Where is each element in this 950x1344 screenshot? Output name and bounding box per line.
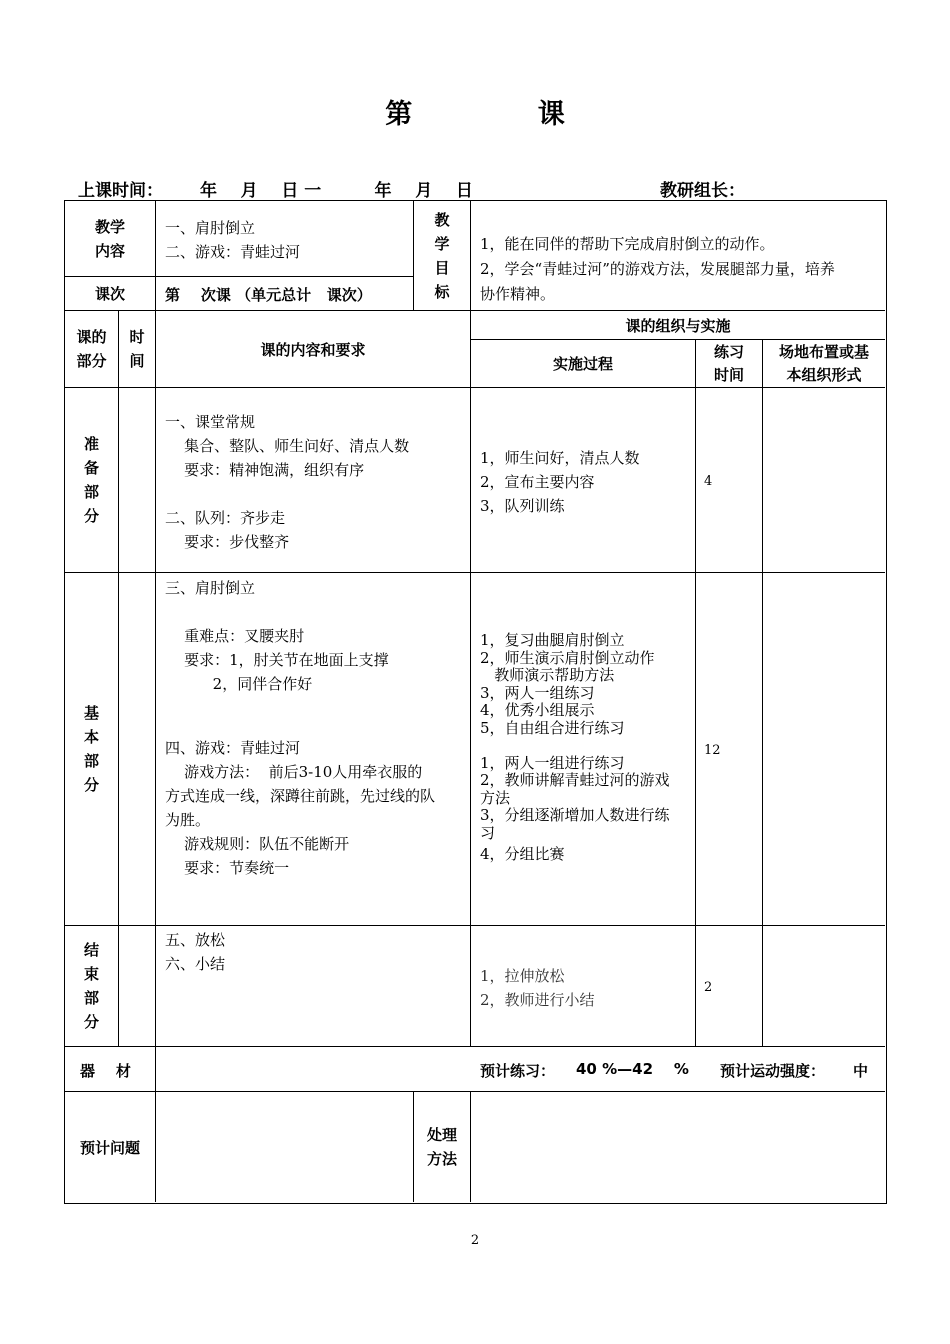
- col-practice-time: 练习 时间: [713, 342, 744, 384]
- section-basic-content-a: 三、肩肘倒立 重难点：叉腰夹肘 要求：1，肘关节在地面上支撑 2，同伴合作好: [165, 579, 389, 693]
- section-end-practice-time: 2: [704, 980, 713, 995]
- section-end-label: 结 束 部 分: [83, 941, 99, 1031]
- teaching-content-list: 一、肩肘倒立 二、游戏：青蛙过河: [165, 219, 301, 261]
- section-end-content: 五、放松 六、小结: [165, 931, 226, 973]
- equipment-label: 器 材: [80, 1062, 131, 1080]
- page-title: 第 课: [385, 99, 623, 130]
- section-end-process: 1，拉伸放松 2，教师进行小结: [480, 967, 595, 1009]
- teaching-goals: 1，能在同伴的帮助下完成肩肘倒立的动作。 2，学会“青蛙过河”的游戏方法，发展腿部力量，培养 协作精神。: [480, 235, 835, 303]
- section-prep-content: 一、课堂常规 集合、整队、师生问好、清点人数 要求：精神饱满，组织有序 二、队列：齐步走 要求：步伐整齐: [165, 413, 410, 551]
- handling-method-label: 处理 方法: [426, 1126, 457, 1168]
- col-venue: 场地布置或基 本组织形式: [778, 342, 869, 384]
- expected-intensity-value: 中: [853, 1062, 869, 1080]
- expected-intensity-label: 预计运动强度：: [720, 1062, 826, 1080]
- section-basic-label: 基 本 部 分: [83, 704, 99, 794]
- expected-issues-label: 预计问题: [79, 1138, 140, 1157]
- section-prep-label: 准 备 部 分: [83, 435, 99, 525]
- lesson-count-value: 第 次课 （单元总计 课次）: [165, 286, 372, 304]
- teaching-content-label: 教学 内容: [94, 217, 125, 260]
- col-time: 时 间: [129, 328, 145, 370]
- class-date-range: 年 月 日 一 年 月 日: [200, 181, 473, 201]
- teaching-goal-label: 教 学 目 标: [434, 210, 450, 301]
- page-number: 2: [470, 1233, 480, 1248]
- expected-practice-value: 40 %—42 %: [576, 1060, 689, 1078]
- section-prep-practice-time: 4: [704, 474, 713, 489]
- section-basic-content-b: 四、游戏：青蛙过河 游戏方法： 前后3-10人用牵衣服的 方式连成一线，深蹲往前跳，先过线的队 为胜。 游戏规则：队伍不能断开 要求：节奏统一: [165, 739, 436, 877]
- col-content: 课的内容和要求: [260, 340, 366, 359]
- col-process: 实施过程: [552, 355, 613, 373]
- col-lesson-part: 课的 部分: [76, 328, 107, 370]
- section-prep-process: 1，师生问好，清点人数 2，宣布主要内容 3，队列训练: [480, 449, 640, 515]
- col-organization: 课的组织与实施: [625, 316, 731, 335]
- section-basic-practice-time: 12: [704, 743, 721, 758]
- expected-practice-label: 预计练习：: [480, 1062, 556, 1080]
- section-basic-process: 1，复习曲腿肩肘倒立 2，师生演示肩肘倒立动作 教师演示帮助方法 3，两人一组练习 4，优秀小组展示 5，自由组合进行练习 1，两人一组进行练习 2，教师讲解青蛙过河的游戏 方法 3，分组逐渐增加人数进行练 习 4，分组比赛: [480, 631, 670, 863]
- research-leader-label: 教研组长：: [660, 181, 745, 201]
- class-time-label: 上课时间：: [78, 181, 163, 201]
- lesson-count-label: 课次: [94, 285, 125, 303]
